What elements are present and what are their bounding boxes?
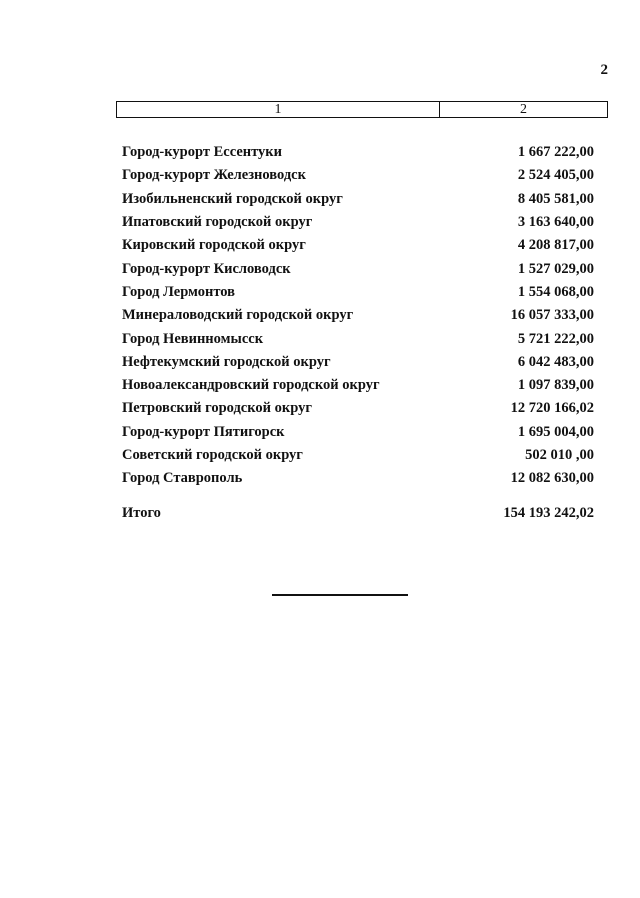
table-row	[122, 211, 594, 234]
closing-rule	[272, 594, 408, 596]
table-row	[122, 374, 594, 397]
page-number: 2	[600, 62, 608, 78]
row-value: 2 524 405,00	[517, 167, 594, 184]
row-value: 12 082 630,00	[510, 470, 594, 487]
row-name: Город-курорт Ессентуки	[122, 144, 282, 161]
total-value: 154 193 242,02	[503, 505, 594, 521]
row-name: Советский городской округ	[122, 447, 303, 463]
table-row	[122, 188, 594, 211]
total-label: Итого	[122, 505, 161, 521]
row-name: Город Лермонтов	[122, 283, 235, 300]
row-value: 3 163 640,00	[517, 214, 594, 231]
table-row	[122, 281, 594, 304]
row-name: Город Ставрополь	[122, 470, 243, 487]
row-value: 502 010 ,00	[525, 447, 594, 463]
row-name: Город-курорт Кисловодск	[122, 260, 291, 277]
row-name: Ипатовский городской округ	[122, 214, 313, 231]
row-name: Минераловодский городской округ	[122, 307, 354, 324]
table-row	[122, 141, 594, 164]
row-value: 1 527 029,00	[517, 260, 594, 277]
row-value: 12 720 166,02	[510, 400, 594, 417]
table-body	[122, 141, 594, 490]
row-value: 1 667 222,00	[517, 144, 594, 161]
total-row	[122, 505, 594, 522]
row-name: Новоалександровский городской округ	[122, 377, 380, 394]
row-name: Город-курорт Железноводск	[122, 167, 306, 184]
row-value: 1 695 004,00	[517, 423, 594, 440]
table-row	[122, 421, 594, 444]
row-value: 5 721 222,00	[517, 330, 594, 347]
table-row	[122, 351, 594, 374]
table-row	[122, 397, 594, 420]
table-row	[122, 257, 594, 280]
table-row	[122, 164, 594, 187]
table-row	[122, 304, 594, 327]
row-value: 8 405 581,00	[517, 190, 594, 207]
row-name: Город-курорт Пятигорск	[122, 423, 285, 440]
row-value: 6 042 483,00	[517, 353, 594, 370]
row-name: Нефтекумский городской округ	[122, 353, 331, 370]
row-name: Город Невинномысск	[122, 330, 264, 347]
row-name: Петровский городской округ	[122, 400, 312, 417]
table-header	[116, 101, 608, 118]
row-value: 4 208 817,00	[517, 237, 594, 254]
table-row	[122, 327, 594, 350]
row-name: Кировский городской округ	[122, 237, 306, 254]
table-row	[122, 234, 594, 257]
row-name: Изобильненский городской округ	[122, 190, 343, 207]
column-header-1: 1	[117, 102, 440, 117]
row-value: 1 097 839,00	[517, 377, 594, 394]
row-value: 1 554 068,00	[517, 283, 594, 300]
column-header-2: 2	[520, 101, 527, 117]
table-row	[122, 444, 594, 467]
table-row	[122, 467, 594, 490]
row-value: 16 057 333,00	[510, 307, 594, 324]
